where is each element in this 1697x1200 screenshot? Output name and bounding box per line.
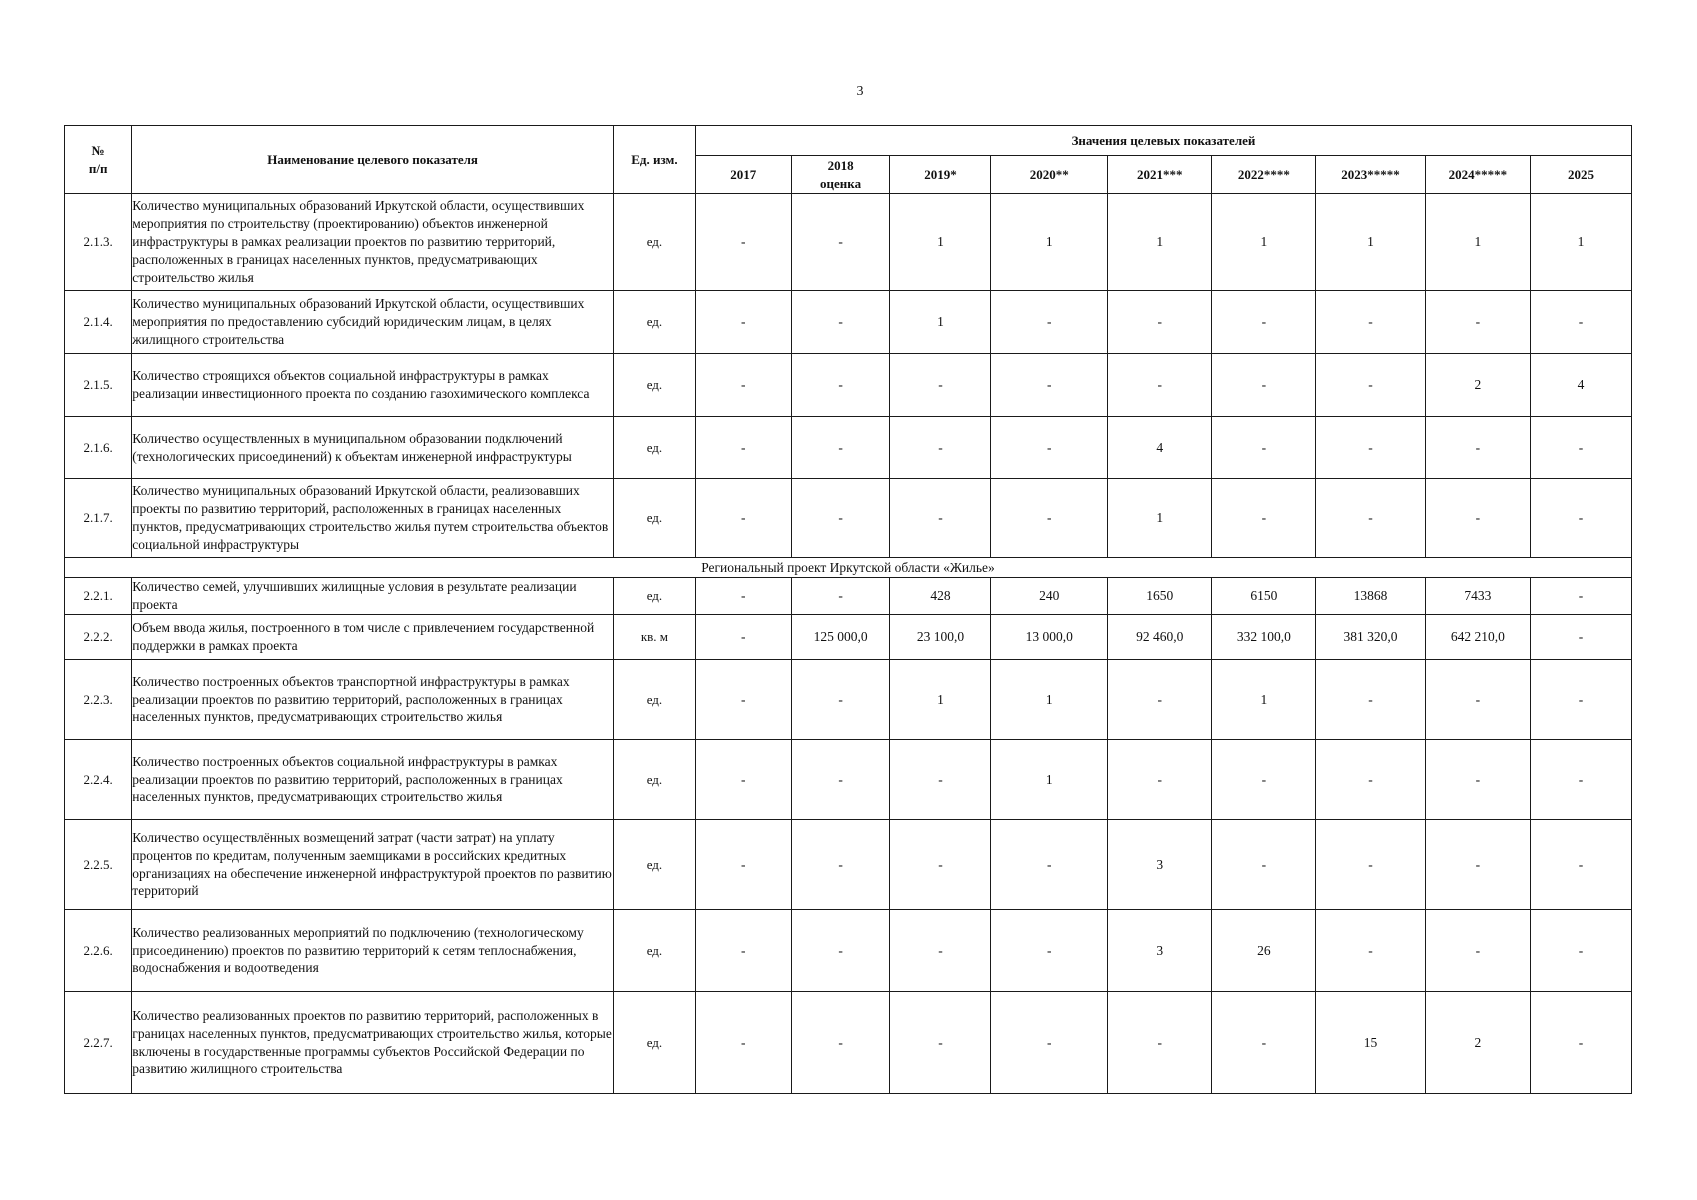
value-cell: 1 — [1212, 660, 1316, 740]
value-cell: - — [1316, 479, 1425, 558]
table-row — [65, 194, 1632, 291]
value-cell: - — [1530, 291, 1631, 354]
value-cell: - — [890, 910, 991, 992]
value-cell: 428 — [890, 578, 991, 615]
header-year-note: оценка — [820, 175, 862, 191]
value-cell: 3 — [1108, 910, 1212, 992]
value-cell: 1 — [1425, 194, 1530, 291]
value-cell: 7433 — [1425, 578, 1530, 615]
value-cell: - — [1425, 417, 1530, 479]
indicator-name: Количество построенных объектов транспортной инфраструктуры в рамках реализации проектов по развитию территорий, расположенных в границах населенных пунктов, предусматривающих строительство жилья — [132, 660, 614, 740]
value-cell: 6150 — [1212, 578, 1316, 615]
value-cell: 1 — [890, 660, 991, 740]
value-cell: - — [695, 578, 791, 615]
value-cell: - — [1316, 354, 1425, 417]
header-year: 2022**** — [1212, 156, 1316, 194]
value-cell: - — [695, 194, 791, 291]
value-cell: - — [1530, 992, 1631, 1094]
value-cell: - — [791, 578, 890, 615]
unit-cell: ед. — [613, 578, 695, 615]
value-cell: - — [991, 417, 1108, 479]
value-cell: - — [1316, 740, 1425, 820]
table-row — [65, 820, 1632, 910]
indicator-name: Количество строящихся объектов социальной инфраструктуры в рамках реализации инвестиционного проекта по созданию газохимического комплекса — [132, 354, 614, 417]
value-cell: - — [1316, 820, 1425, 910]
value-cell: 13 000,0 — [991, 615, 1108, 660]
value-cell: - — [791, 479, 890, 558]
value-cell: - — [695, 910, 791, 992]
value-cell: - — [1530, 660, 1631, 740]
value-cell: - — [695, 354, 791, 417]
header-year: 2020** — [991, 156, 1108, 194]
value-cell: 1650 — [1108, 578, 1212, 615]
indicator-name: Количество осуществленных в муниципальном образовании подключений (технологических присоединений) к объектам инженерной инфраструктуры — [132, 417, 614, 479]
value-cell: - — [1530, 910, 1631, 992]
row-number: 2.1.6. — [65, 417, 132, 479]
indicator-name: Количество реализованных мероприятий по подключению (технологическому присоединению) проектов по развитию территорий к сетям теплоснабжения, водоснабжения и водоотведения — [132, 910, 614, 992]
indicator-name: Количество муниципальных образований Иркутской области, осуществивших мероприятия по строительству (проектированию) объектов инженерной инфраструктуры в рамках реализации проектов по развитию территорий, расположенных в границах населенных пунктов, предусматривающих строительство жилья — [132, 194, 614, 291]
value-cell: - — [1212, 740, 1316, 820]
row-number: 2.1.4. — [65, 291, 132, 354]
value-cell: - — [1530, 479, 1631, 558]
header-year-label: 2018 — [827, 157, 854, 173]
value-cell: - — [1530, 820, 1631, 910]
value-cell: - — [1425, 660, 1530, 740]
unit-cell: ед. — [613, 417, 695, 479]
value-cell: 1 — [991, 660, 1108, 740]
table-row — [65, 660, 1632, 740]
value-cell: 1 — [1530, 194, 1631, 291]
value-cell: - — [791, 660, 890, 740]
value-cell: 240 — [991, 578, 1108, 615]
value-cell: - — [991, 992, 1108, 1094]
value-cell: - — [1108, 992, 1212, 1094]
row-number: 2.2.4. — [65, 740, 132, 820]
unit-cell: ед. — [613, 291, 695, 354]
value-cell: - — [1212, 479, 1316, 558]
value-cell: 125 000,0 — [791, 615, 890, 660]
value-cell: 1 — [890, 291, 991, 354]
value-cell: - — [890, 354, 991, 417]
value-cell: 332 100,0 — [1212, 615, 1316, 660]
unit-cell: ед. — [613, 740, 695, 820]
row-number: 2.2.1. — [65, 578, 132, 615]
table-row — [65, 910, 1632, 992]
header-unit: Ед. изм. — [613, 126, 695, 194]
value-cell: - — [695, 291, 791, 354]
value-cell: - — [890, 740, 991, 820]
row-number: 2.2.5. — [65, 820, 132, 910]
table-row — [65, 354, 1632, 417]
value-cell: 3 — [1108, 820, 1212, 910]
value-cell: - — [1316, 910, 1425, 992]
value-cell: - — [791, 740, 890, 820]
unit-cell: ед. — [613, 479, 695, 558]
value-cell: - — [1108, 354, 1212, 417]
header-year: 2021*** — [1108, 156, 1212, 194]
value-cell: - — [1316, 291, 1425, 354]
value-cell: - — [1425, 291, 1530, 354]
value-cell: 1 — [890, 194, 991, 291]
table-row — [65, 417, 1632, 479]
header-year: 2024***** — [1425, 156, 1530, 194]
value-cell: - — [791, 992, 890, 1094]
value-cell: - — [1108, 740, 1212, 820]
value-cell: 1 — [991, 194, 1108, 291]
unit-cell: ед. — [613, 910, 695, 992]
indicator-name: Количество реализованных проектов по развитию территорий, расположенных в границах населенных пунктов, предусматривающих строительство жилья, которые включены в государственные программы субъектов Российской Федерации по развитию жилищного строительства — [132, 992, 614, 1094]
header-number-sign: № — [91, 143, 105, 159]
value-cell: 2 — [1425, 992, 1530, 1094]
value-cell: - — [1212, 992, 1316, 1094]
indicator-name: Количество построенных объектов социальной инфраструктуры в рамках реализации проектов по развитию территорий, расположенных в границах населенных пунктов, предусматривающих строительство жилья — [132, 740, 614, 820]
value-cell: - — [1530, 615, 1631, 660]
header-year: 2019* — [890, 156, 991, 194]
unit-cell: ед. — [613, 194, 695, 291]
value-cell: - — [695, 820, 791, 910]
value-cell: - — [695, 660, 791, 740]
header-number — [65, 126, 132, 194]
table-row — [65, 740, 1632, 820]
section-header-row — [65, 558, 1632, 578]
value-cell: - — [791, 194, 890, 291]
table-row — [65, 291, 1632, 354]
value-cell: - — [1212, 820, 1316, 910]
value-cell: - — [791, 417, 890, 479]
header-values-group: Значения целевых показателей — [695, 126, 1631, 156]
page-number: 3 — [856, 84, 864, 99]
indicator-name: Количество семей, улучшивших жилищные условия в результате реализации проекта — [132, 578, 614, 615]
value-cell: - — [1108, 660, 1212, 740]
value-cell: 1 — [1108, 479, 1212, 558]
row-number: 2.2.2. — [65, 615, 132, 660]
row-number: 2.1.3. — [65, 194, 132, 291]
value-cell: - — [1530, 417, 1631, 479]
value-cell: 1 — [1316, 194, 1425, 291]
table-row — [65, 578, 1632, 615]
value-cell: - — [1316, 660, 1425, 740]
value-cell: - — [1108, 291, 1212, 354]
value-cell: - — [1425, 910, 1530, 992]
value-cell: - — [791, 910, 890, 992]
row-number: 2.2.3. — [65, 660, 132, 740]
header-indicator-name: Наименование целевого показателя — [132, 126, 614, 194]
unit-cell: ед. — [613, 660, 695, 740]
row-number: 2.1.5. — [65, 354, 132, 417]
value-cell: 2 — [1425, 354, 1530, 417]
indicator-name: Количество осуществлённых возмещений затрат (части затрат) на уплату процентов по кредитам, полученным заемщиками в российских кредитных организациях на обеспечение инженерной инфраструктурой проектов по развитию территорий — [132, 820, 614, 910]
value-cell: - — [890, 820, 991, 910]
value-cell: - — [695, 417, 791, 479]
indicator-name: Количество муниципальных образований Иркутской области, реализовавших проекты по развитию территорий, расположенных в границах населенных пунктов, предусматривающих строительство жилья путем строительства объектов социальной инфраструктуры — [132, 479, 614, 558]
table-row — [65, 615, 1632, 660]
value-cell: - — [1425, 820, 1530, 910]
value-cell: 1 — [991, 740, 1108, 820]
header-year: 2025 — [1530, 156, 1631, 194]
value-cell: 4 — [1530, 354, 1631, 417]
value-cell: - — [991, 820, 1108, 910]
unit-cell: ед. — [613, 992, 695, 1094]
value-cell: - — [1212, 354, 1316, 417]
value-cell: - — [890, 992, 991, 1094]
indicator-name: Объем ввода жилья, построенного в том числе с привлечением государственной поддержки в рамках проекта — [132, 615, 614, 660]
value-cell: - — [890, 417, 991, 479]
value-cell: - — [791, 354, 890, 417]
row-number: 2.2.6. — [65, 910, 132, 992]
value-cell: 642 210,0 — [1425, 615, 1530, 660]
value-cell: - — [695, 615, 791, 660]
table-row — [65, 992, 1632, 1094]
value-cell: 26 — [1212, 910, 1316, 992]
value-cell: 13868 — [1316, 578, 1425, 615]
value-cell: - — [1212, 291, 1316, 354]
value-cell: - — [1425, 479, 1530, 558]
value-cell: - — [1530, 740, 1631, 820]
value-cell: 1 — [1212, 194, 1316, 291]
value-cell: - — [991, 291, 1108, 354]
value-cell: - — [991, 910, 1108, 992]
value-cell: 1 — [1108, 194, 1212, 291]
unit-cell: кв. м — [613, 615, 695, 660]
value-cell: 15 — [1316, 992, 1425, 1094]
header-year: 2023***** — [1316, 156, 1425, 194]
table-row — [65, 479, 1632, 558]
header-number-pp: п/п — [88, 160, 108, 176]
value-cell: - — [890, 479, 991, 558]
header-year — [791, 156, 890, 194]
value-cell: - — [991, 354, 1108, 417]
value-cell: - — [695, 479, 791, 558]
row-number: 2.1.7. — [65, 479, 132, 558]
value-cell: - — [791, 820, 890, 910]
value-cell: 381 320,0 — [1316, 615, 1425, 660]
section-title: Региональный проект Иркутской области «Жилье» — [65, 558, 1632, 578]
unit-cell: ед. — [613, 354, 695, 417]
value-cell: 23 100,0 — [890, 615, 991, 660]
value-cell: - — [1425, 740, 1530, 820]
unit-cell: ед. — [613, 820, 695, 910]
value-cell: 4 — [1108, 417, 1212, 479]
value-cell: - — [1316, 417, 1425, 479]
value-cell: - — [1530, 578, 1631, 615]
value-cell: 92 460,0 — [1108, 615, 1212, 660]
indicator-name: Количество муниципальных образований Иркутской области, осуществивших мероприятия по предоставлению субсидий юридическим лицам, в целях жилищного строительства — [132, 291, 614, 354]
row-number: 2.2.7. — [65, 992, 132, 1094]
value-cell: - — [695, 740, 791, 820]
value-cell: - — [695, 992, 791, 1094]
value-cell: - — [991, 479, 1108, 558]
header-year: 2017 — [695, 156, 791, 194]
value-cell: - — [1212, 417, 1316, 479]
target-indicators-table — [64, 125, 1632, 1094]
value-cell: - — [791, 291, 890, 354]
